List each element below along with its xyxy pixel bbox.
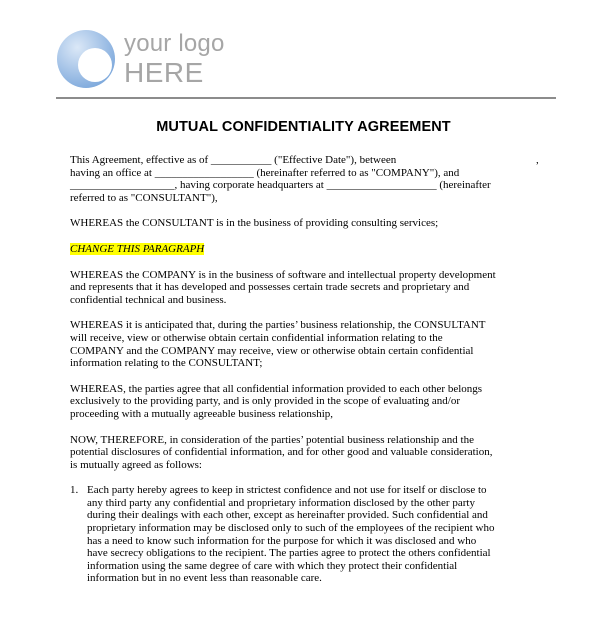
whereas-consultant-paragraph xyxy=(70,217,540,230)
clause-1-line-7: information using the same degree of care with which they protect their confidential xyxy=(87,559,458,572)
clause-1-line-5: has a need to know such information for the purpose for which it was disclosed and who xyxy=(87,534,477,547)
whereas-company-line-1: WHEREAS the COMPANY is in the business of software and intellectual property development xyxy=(70,268,496,281)
intro-line-3: ___________________, having corporate headquarters at ____________________ (hereinafter xyxy=(70,179,491,192)
intro-line-4: referred to as "CONSULTANT"), xyxy=(70,191,218,204)
whereas-company-line-3: confidential technical and business. xyxy=(70,293,227,306)
now-therefore-line-1: NOW, THEREFORE, in consideration of the parties’ potential business relationship and the xyxy=(70,433,474,446)
whereas-agree-line-3: proceeding with a mutually agreeable business relationship, xyxy=(70,407,334,420)
change-note-paragraph xyxy=(70,243,540,256)
clause-1-text xyxy=(87,484,540,585)
intro-line-2: having an office at __________________ (hereinafter referred to as "COMPANY"), and xyxy=(70,166,460,179)
document-title: MUTUAL CONFIDENTIALITY AGREEMENT xyxy=(156,119,451,135)
clause-1-line-3: during their dealings with each other, except as hereinafter provided. Such confidential and xyxy=(87,509,488,522)
document-body xyxy=(70,154,540,598)
now-therefore-line-3: is mutually agreed as follows: xyxy=(70,458,202,471)
logo-text-line1: your logo xyxy=(124,30,225,57)
whereas-company-paragraph xyxy=(70,269,540,307)
whereas-anticipated-line-2: will receive, view or otherwise obtain certain confidential information relating to the xyxy=(70,331,443,344)
intro-comma: , xyxy=(536,154,539,166)
intro-paragraph xyxy=(70,154,540,204)
clause-1 xyxy=(70,484,540,585)
change-paragraph-note: CHANGE THIS PARAGRAPH xyxy=(70,242,205,255)
logo-circle-icon xyxy=(56,28,120,92)
whereas-anticipated-line-3: COMPANY and the COMPANY may receive, view or otherwise obtain certain confidential xyxy=(70,344,474,357)
logo-text-line2: HERE xyxy=(124,57,204,88)
whereas-company-line-2: and represents that it has developed and possesses certain trade secrets and proprietary and xyxy=(70,281,470,294)
clause-1-line-6: have secrecy obligations to the recipient. The parties agree to protect the others confidential xyxy=(87,547,491,560)
whereas-anticipated-paragraph xyxy=(70,319,540,369)
whereas-agree-line-1: WHEREAS, the parties agree that all confidential information provided to each other belongs xyxy=(70,382,483,395)
clause-1-line-2: any third party any confidential and proprietary information disclosed by the other party xyxy=(87,496,475,509)
whereas-agree-line-2: exclusively to the providing party, and is only provided in the scope of evaluating and/or xyxy=(70,395,461,408)
intro-line-1 xyxy=(70,154,540,167)
clause-1-line-1: Each party hereby agrees to keep in strictest confidence and not use for itself or disclose to xyxy=(87,484,487,497)
company-logo xyxy=(56,28,226,92)
clause-1-line-8: information but in no event less than reasonable care. xyxy=(87,572,322,585)
whereas-agree-paragraph xyxy=(70,383,540,421)
clause-1-number: 1. xyxy=(70,484,79,497)
intro-line-1-text: This Agreement, effective as of ___________ ("Effective Date"), between xyxy=(70,154,397,166)
now-therefore-line-2: potential disclosures of confidential information, and for other good and valuable consideration, xyxy=(70,446,493,459)
whereas-anticipated-line-1: WHEREAS it is anticipated that, during the parties’ business relationship, the CONSULTANT xyxy=(70,319,486,332)
clause-1-line-4: proprietary information may be disclosed only to such of the employees of the recipient who xyxy=(87,522,495,535)
header-divider xyxy=(56,97,556,99)
whereas-consultant-line: WHEREAS the CONSULTANT is in the business of providing consulting services; xyxy=(70,217,439,230)
whereas-anticipated-line-4: information relating to the CONSULTANT; xyxy=(70,357,263,370)
now-therefore-paragraph xyxy=(70,434,540,472)
